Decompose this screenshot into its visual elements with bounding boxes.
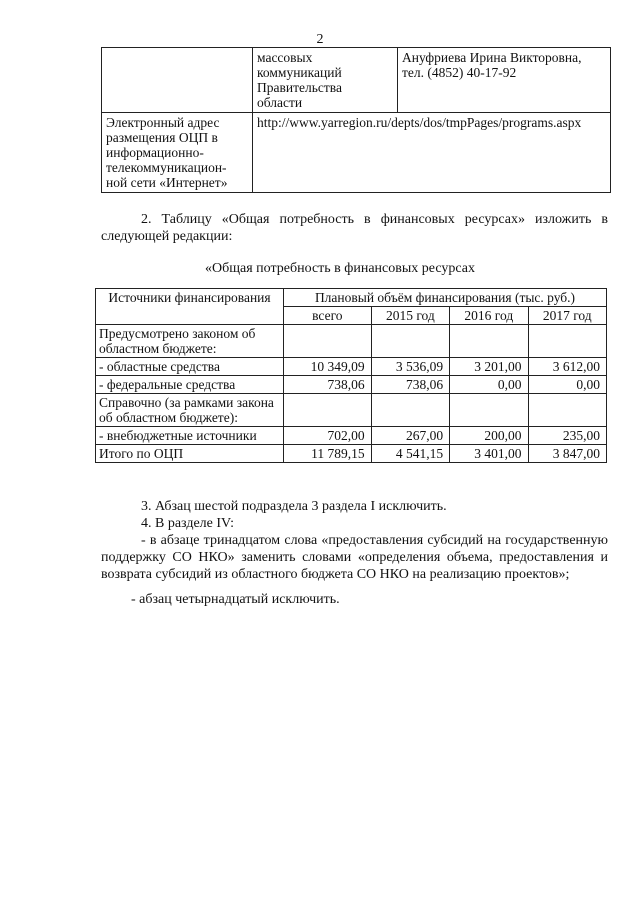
table-cell: 10 349,09: [284, 358, 372, 376]
header-year: 2015 год: [371, 307, 449, 325]
table-cell: [450, 325, 528, 358]
table-cell: [253, 48, 398, 113]
table-cell: 4 541,15: [371, 445, 449, 463]
table-cell: [102, 113, 253, 193]
paragraph-4b: - абзац четырнадцатый исключить.: [131, 592, 340, 607]
table-cell: 11 789,15: [284, 445, 372, 463]
table-cell: [398, 48, 611, 113]
header-plan: Плановый объём финансирования (тыс. руб.): [284, 289, 607, 307]
table-row: [96, 394, 607, 427]
cell-line: информационно-: [106, 145, 204, 160]
table-row: [96, 325, 607, 358]
table-row: [96, 358, 607, 376]
cell-line: области: [257, 95, 303, 110]
paragraph-4a: - в абзаце тринадцатом слова «предоставления субсидий на государственную поддержку СО НКО» заменить словами «определения объема, предоставления и возврата субсидий из областного бюджета СО НКО на реализацию проектов»;: [101, 533, 608, 582]
row-label: Предусмотрено законом об областном бюджете:: [96, 325, 284, 358]
paragraph-3: 3. Абзац шестой подраздела 3 раздела I исключить.: [141, 499, 447, 514]
cell-line: ной сети «Интернет»: [106, 175, 228, 190]
table-cell: [102, 48, 253, 113]
table-cell: [371, 325, 449, 358]
table-cell: 3 847,00: [528, 445, 606, 463]
paragraph-2: 2. Таблицу «Общая потребность в финансовых ресурсах» изложить в следующей редакции:: [101, 212, 608, 244]
table-row: [102, 113, 611, 193]
table-cell: 235,00: [528, 427, 606, 445]
table-cell: 3 612,00: [528, 358, 606, 376]
table-cell: 3 401,00: [450, 445, 528, 463]
row-label: - областные средства: [96, 358, 284, 376]
cell-line: Ануфриева Ирина Викторовна,: [402, 50, 582, 65]
row-label: Справочно (за рамками закона об областном бюджете):: [96, 394, 284, 427]
table-cell: [371, 394, 449, 427]
table-cell: 3 536,09: [371, 358, 449, 376]
table-cell: 738,06: [371, 376, 449, 394]
header-year: всего: [284, 307, 372, 325]
row-label: Итого по ОЦП: [96, 445, 284, 463]
table-cell: [284, 394, 372, 427]
table-cell: 200,00: [450, 427, 528, 445]
table-row: [102, 48, 611, 113]
cell-line: Правительства: [257, 80, 342, 95]
table-title: «Общая потребность в финансовых ресурсах: [205, 261, 475, 276]
table-cell: 702,00: [284, 427, 372, 445]
cell-line: коммуникаций: [257, 65, 342, 80]
table-cell: [284, 325, 372, 358]
table-cell: 267,00: [371, 427, 449, 445]
cell-line: тел. (4852) 40-17-92: [402, 65, 517, 80]
table-cell: 0,00: [450, 376, 528, 394]
table-cell: 3 201,00: [450, 358, 528, 376]
header-year: 2017 год: [528, 307, 606, 325]
cell-line: размещения ОЦП в: [106, 130, 218, 145]
passport-table: [101, 47, 611, 193]
table-row: [96, 427, 607, 445]
table-header-row: [96, 289, 607, 307]
table-total-row: [96, 445, 607, 463]
paragraph-4: 4. В разделе IV:: [141, 516, 234, 531]
finance-table: [95, 288, 607, 463]
row-label: - внебюджетные источники: [96, 427, 284, 445]
row-label: - федеральные средства: [96, 376, 284, 394]
table-row: [96, 376, 607, 394]
table-cell: 738,06: [284, 376, 372, 394]
table-cell: 0,00: [528, 376, 606, 394]
header-source: Источники финансирования: [96, 289, 284, 325]
page-number: 2: [316, 32, 324, 47]
cell-line: массовых: [257, 50, 313, 65]
table-cell: [450, 394, 528, 427]
table-cell: [528, 394, 606, 427]
cell-line: телекоммуникацион-: [106, 160, 227, 175]
header-year: 2016 год: [450, 307, 528, 325]
url-cell: http://www.yarregion.ru/depts/dos/tmpPages/programs.aspx: [253, 113, 611, 193]
table-cell: [528, 325, 606, 358]
cell-line: Электронный адрес: [106, 115, 220, 130]
